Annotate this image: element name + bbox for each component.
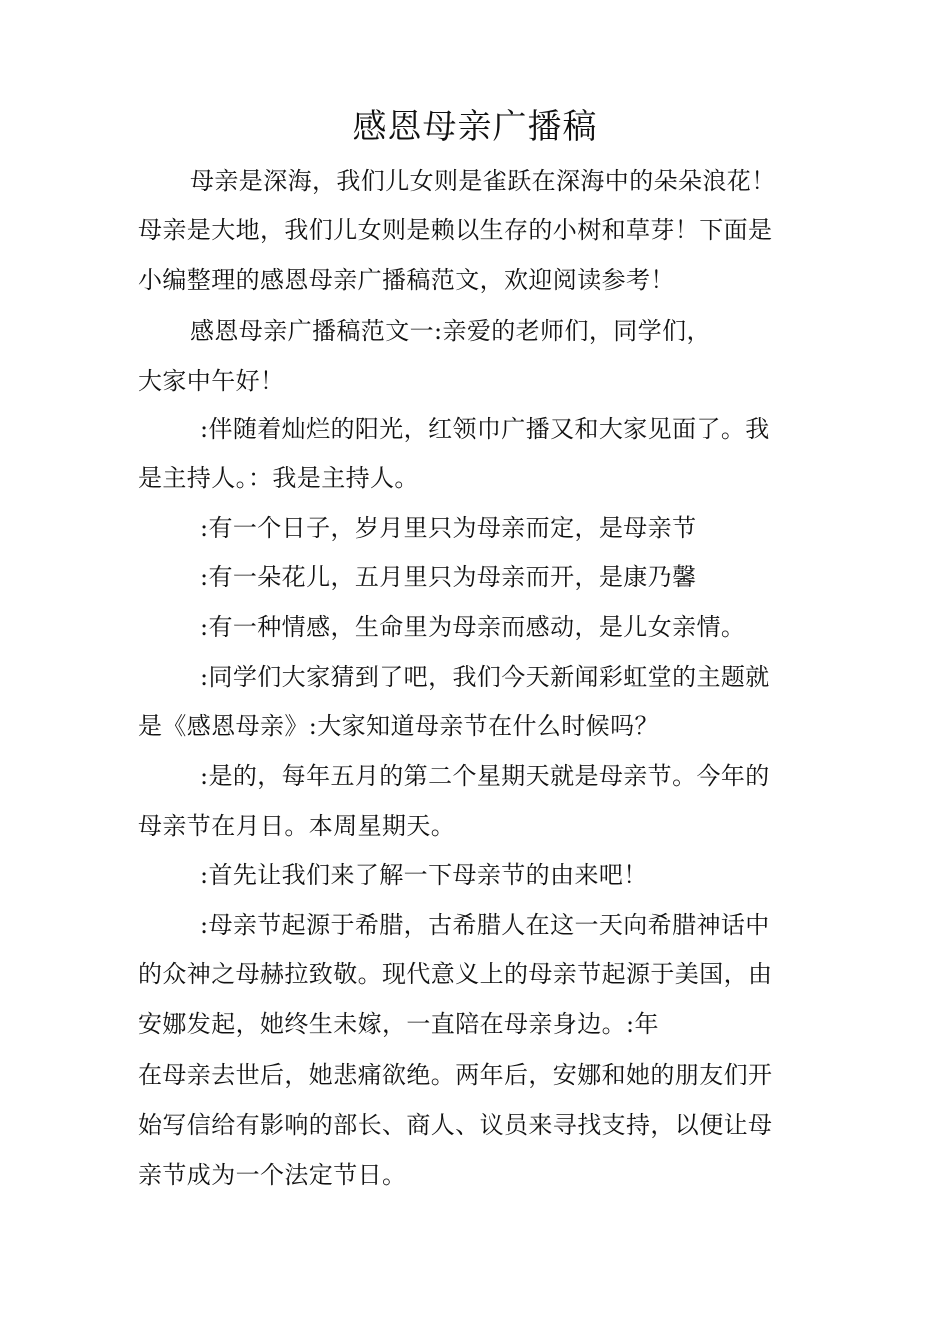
paragraph-line: 是主持人。：我是主持人。: [138, 464, 419, 492]
paragraph-line: 小编整理的感恩母亲广播稿范文，欢迎阅读参考！: [138, 266, 675, 294]
paragraph-line: :是的，每年五月的第二个星期天就是母亲节。今年的: [200, 762, 770, 790]
paragraph-line: :伴随着灿烂的阳光，红领巾广播又和大家见面了。我: [200, 415, 770, 443]
paragraph-line: :同学们大家猜到了吧，我们今天新闻彩虹堂的主题就: [200, 663, 770, 691]
paragraph-line: :有一种情感，生命里为母亲而感动，是儿女亲情。: [200, 613, 746, 641]
paragraph-line: 始写信给有影响的部长、商人、议员来寻找支持，以便让母: [138, 1111, 773, 1139]
paragraph-line: 亲节成为一个法定节日。: [138, 1161, 407, 1189]
paragraph-line: 在母亲去世后，她悲痛欲绝。两年后，安娜和她的朋友们开: [138, 1061, 773, 1089]
paragraph-line: 感恩母亲广播稿范文一:亲爱的老师们，同学们，: [190, 317, 711, 345]
paragraph-line: 母亲节在月日。本周星期天。: [138, 812, 456, 840]
paragraph-line: 母亲是大地，我们儿女则是赖以生存的小树和草芽！下面是: [138, 216, 773, 244]
paragraph-line: 母亲是深海，我们儿女则是雀跃在深海中的朵朵浪花！: [190, 167, 776, 195]
paragraph-line: :母亲节起源于希腊，古希腊人在这一天向希腊神话中: [200, 911, 770, 939]
paragraph-line: 大家中午好！: [138, 367, 285, 395]
paragraph-line: :有一个日子，岁月里只为母亲而定，是母亲节: [200, 514, 697, 542]
paragraph-line: 是《感恩母亲》:大家知道母亲节在什么时候吗？: [138, 712, 659, 740]
paragraph-line: 的众神之母赫拉致敬。现代意义上的母亲节起源于美国，由: [138, 960, 773, 988]
document-title: 感恩母亲广播稿: [352, 107, 598, 147]
paragraph-line: :首先让我们来了解一下母亲节的由来吧！: [200, 861, 648, 889]
paragraph-line: :有一朵花儿，五月里只为母亲而开，是康乃馨: [200, 563, 697, 591]
paragraph-line: 安娜发起，她终生未嫁，一直陪在母亲身边。:年: [138, 1010, 659, 1038]
